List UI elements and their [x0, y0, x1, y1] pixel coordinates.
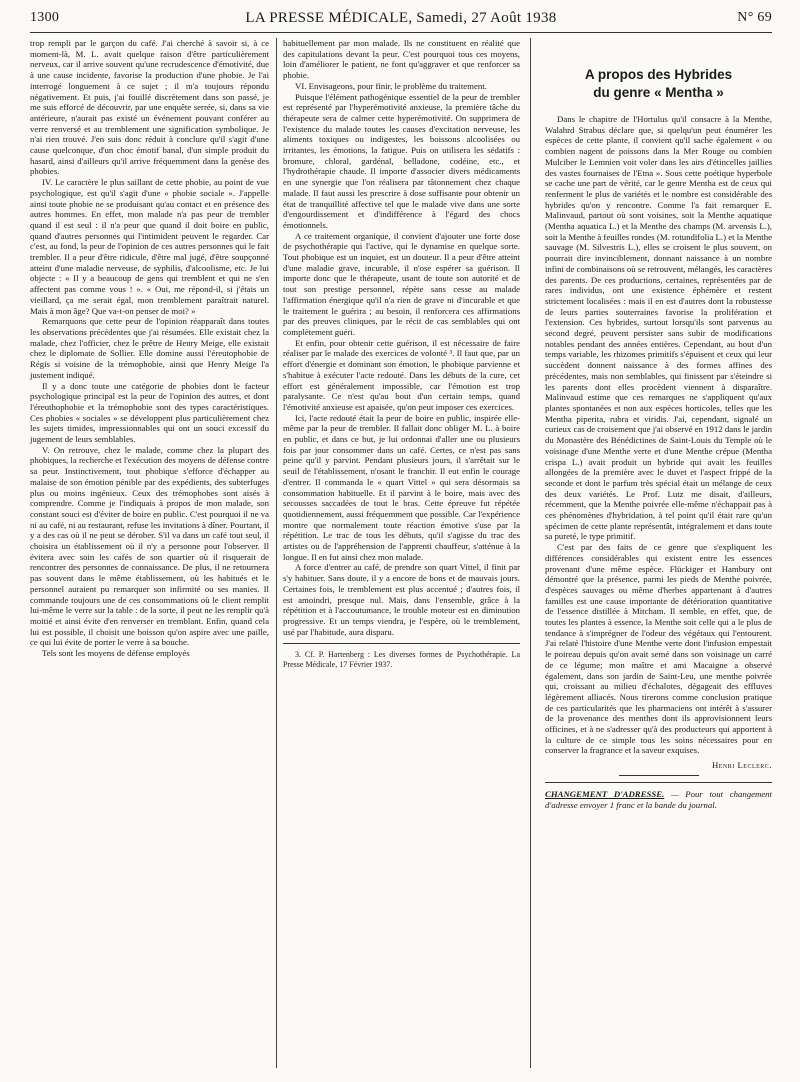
article-title-line-2: du genre « Mentha » — [593, 85, 724, 100]
paragraph: Dans le chapitre de l'Hortulus qu'il consacre à la Menthe, Walahrd Strabus déclare que, si quelqu'un peut énumérer les espèces de cette plante, il convient qu'il sache également « ou combien nagent de poissons dans la Mer Rouge ou combien Mulciber le Lemnien voit voler dans les airs d'étincelles jaillies des vastes fournaises de l'Etna ». Sous cette poétique hyperbole se cache une part de vérité, car le genre Mentha est de ceux qui renferment le plus de variétés et le nombre est considérable des hybrides qu'on y rencontre. Comme l'a fait remarquer E. Malinvaud, partout où sont voisines, soit la Menthe aquatique (Mentha aquatica L.) et la Menthe des champs (M. arvensis L.), soit la Menthe à feuilles rondes (M. rotundifolia L.) et la Menthe sauvage (M. Silvestris L.), elles se croisent le plus souvent, on pourrait dire invinciblement, donnant naissance à un nombre infini de combinaisons où se retrouvent, mélangés, les caractères des parents. De ces productions, certaines, représentées par de rares individus, ont une existence éphémère et restent strictement localisées : mais il en est d'autres dont la robustesse de leurs parties souterraines favorise la prolifération et l'extension. Ces hybrides, surtout lorsqu'ils sont parvenus au second degré, peuvent persister sans subir de modifications notables pendant des années entières. Cependant, au bout d'un temps variable, les rhizomes primitifs s'épuisent et ceux qui leur succèdent donnent naissance à des formes affines des précédentes, mais non semblables, qui finissent par s'éteindre si les parents dont elles procèdent viennent à disparaître. Malinvaud estime que ces remarques ne s'appliquent qu'aux plantes spontanées et non aux espèces horticoles, telles que les Mentha piperita, rubra et viridis. J'ai, cependant, signalé un curieux cas de croisement que j'ai observé en 1912 dans le jardin du Monastère des Bénédictines de Saint-Louis du Temple où le voisinage d'une Menthe verte et d'une Menthe crépue (Mentha crispa L.) avait produit un hybride qui avait les feuilles allongées de la première avec le duvet et l'aspect frippé de la seconde et dont le parfum très spécial était un mélange de ceux des deux variétés. Le Prof. Lutz me disait, d'ailleurs, récemment, que la Menthe poivrée elle-même n'échappait pas à ces phénomènes d'hybridation, à tel point qu'il était rare qu'un spécimen de cette plante représentât, intégralement et dans toute sa pureté, le type primitif. — [545, 114, 772, 542]
paragraph: VI. Envisageons, pour finir, le problème du traitement. — [295, 80, 487, 91]
article-title-line-1: A propos des Hybrides — [584, 67, 733, 82]
paragraph: Puisque l'élément pathogénique essentiel de la peur de trembler est représenté par l'hyperémotivité anxieuse, la première tâche du thérapeute sera de calmer cette hyperémotivité. On supprimera de l'existence du malade toutes les causes d'excitation nerveuse, les aliments toxiques ou indigestes, les boissons alcoolisées ou irritantes, les émotions, la fatigue. Puis on utilisera les sédatifs : bromure, chloral, gardénal, belladone, codéine, etc., et l'hydrothérapie chaude. Il importe d'associer divers médicaments en une synergie que l'on réalisera par tâtonnement chez chaque malade. Il faut aussi les prescrire à dose suffisante pour obtenir un état de tranquillité affective tel que le malade vive dans une sorte d'engourdissement et d'indifférence à l'égard des chocs émotionnels. — [283, 91, 520, 230]
page-number: 1300 — [30, 10, 60, 25]
paragraph: Ici, l'acte redouté était la peur de boire en public, inspirée elle-même par la peur de trembler. Il fallait donc obliger M. L. à boire en public, et dans ce but, je lui ordonnai d'aller une ou plusieurs fois par jour consommer dans un café. Certes, ce n'est pas sans peine qu'il y parvint. Pendant plusieurs jours, il s'arrêtait sur le seuil de l'établissement, n'osant le franchir. Il eut enfin le courage d'entrer. Il commanda le « quart Vittel » qui sera désormais sa consommation habituelle. Et il parvint à le boire, mais avec des secousses saccadées de tout le bras. Cette épreuve fut répétée quotidiennement, aussi fréquemment que possible. Car l'expérience montre que normalement toute réaction émotive s'use par la répétition. Le trac de tous les débuts, qu'il s'agisse du trac des artistes ou de l'appréhension de l'apprenti chauffeur, s'atténue à la longue. Il en fut ainsi chez mon malade. — [283, 412, 520, 562]
column-3 — [545, 38, 772, 810]
paragraph: A ce traitement organique, il convient d'ajouter une forte dose de psychothérapie qui l'active, qui le dynamise en quelque sorte. Tout phobique est un inquiet, est un douteur. Il a peur d'être atteint d'une maladie grave, incurable, il n'ose espérer sa guérison. Il importe donc que le thérapeute, usant de toute son autorité et de tout son prestige personnel, répète sans cesse au malade l'affirmation énergique qu'il n'a rien de grave ni d'incurable et que le traitement le guérira ; au besoin, il renforcera ces affirmations par des preuves cliniques, par le récit de cas semblables qui ont complètement guéri. — [283, 230, 520, 337]
paragraph: C'est par des faits de ce genre que s'expliquent les différences considérables qui existent entre les essences provenant d'une même espèce. Flückiger et Hambury ont démontré que la présence, parmi les pieds de Menthe poivrée, d'espèces sauvages ou même d'herbes appartenant à d'autres familles est une cause importante de détérioration quantitative de l'essence distillée à Mitcham. Il semble, en effet, que, de toutes les plantes à essence, la Menthe soit celle qui a le plus de tendance à s'imprégner de l'odeur des végétaux qui l'entourent. J'ai relaté l'histoire d'une Menthe verte dont l'infusion empestait le poireau depuis qu'on avait semé dans son voisinage un carré de ce légume; mon maître et ami Macaigne a observé également, dans son jardin de Saint-Leu, une menthe poivrée qui, croissant au milieu d'échalotes, dégageait des effluves légèrement alliacés. Nous tirerons comme conclusion pratique de ces particularités que les pharmaciens ont intérêt à s'assurer de la provenance des menthes dont ils approvisionnent leurs officines, et à ne s'adresser qu'à des producteurs qui apportent à la culture de ce simple tous les soins nécessaires pour en conserver la fragrance et la saveur exquises. — [545, 542, 772, 756]
footnote-rule — [283, 643, 520, 644]
column-divider — [276, 38, 277, 1068]
column-divider — [530, 38, 531, 1068]
header-rule — [30, 32, 772, 33]
section-rule — [619, 775, 699, 776]
paragraph: habituellement par mon malade. Ils ne constituent en réalité que des capitulations devant la peur. C'est pourquoi tous ces moyens, loin d'améliorer le patient, ne font qu'aggraver et que renforcer sa phobie. — [283, 38, 520, 81]
article-title — [545, 66, 772, 102]
author-signature: Henri Leclerc. — [711, 760, 772, 771]
paragraph: Tels sont les moyens de défense employés — [42, 648, 190, 659]
paragraph: V. On retrouve, chez le malade, comme chez la plupart des phobiques, la recherche et l'exécution des moyens de défense contre sa peur. Instinctivement, tout phobique s'efforce d'échapper au malaise de son émotion pénible par des expédients, des subterfuges plus ou moins ingénieux. Ceux des trémophobes sont aisés à comprendre. Comme je l'indiquais à propos de mon malade, son constant souci est d'éviter de boire en public. C'est pourquoi il ne va ni au café, ni au restaurant, refuse les invitations à dîner. Pourtant, il y a des cas où il ne peut se dérober. S'il va dans un café tout seul, il choisira un établissement où il n'y a personne pour l'observer. Il évitera avec soin les cafés de son quartier où il risquerait de rencontrer des personnes de connaissance. De plus, il ne retournera pas souvent dans le même établissement, où les habitués et le personnel auraient pu remarquer son infirmité ou ses manies. Il commande toujours une de ces consommations où le client remplit lui-même le verre sur la table : de la sorte, il peut ne les remplir qu'à moitié et ainsi évite d'en renverser en tremblant. Enfin, quand cela lui est possible, il choisit une boisson qu'on aspire avec une paille, ce qui lui évite de porter le verre à sa bouche. — [30, 444, 269, 648]
paragraph: Remarquons que cette peur de l'opinion réapparaît dans toutes les observations précédentes que j'ai résumées. Elle existait chez la malade, chez l'officier, chez le prêtre de Henry Meige, elle existait chez le diplomate de Sollier. Elle domine aussi l'éreutophobie de Régis si voisine de la trémophobie, ainsi que Henry Meige l'a justement indiqué. — [30, 316, 269, 380]
paragraph: A force d'entrer au café, de prendre son quart Vittel, il finit par s'y habituer. Sans doute, il y a encore de bons et de mauvais jours. Certaines fois, le tremblement est plus accentué ; d'autres fois, il est amoindri, presque nul. Mais, dans l'ensemble, grâce à la répétition et à l'accoutumance, le trouble moteur est en diminution progressive. Et un temps viendra, je l'espère, où le tremblement, usé par l'habitude, aura disparu. — [283, 562, 520, 637]
notice-label: CHANGEMENT D'ADRESSE. — [545, 788, 665, 799]
column-2 — [283, 38, 520, 670]
paragraph: IV. Le caractère le plus saillant de cette phobie, au point de vue psychologique, est qu'il s'agit d'une « phobie sociale ». J'appelle ainsi toute phobie ne se produisant qu'au contact et en présence des autres hommes. En effet, mon malade n'a pas peur de trembler quand il est seul : il n'a peur que quand il doit boire en public, quand d'autres personnes qui l'intimident peuvent le regarder. Car c'est, au fond, la peur de l'opinion de ces autres personnes qui le fait trembler. Il a peur d'être ridicule, d'être mal jugé, d'être soupçonné atteint d'une maladie nerveuse, de syphilis, d'alcoolisme, etc. Je lui objecte : « Il y a beaucoup de gens qui tremblent et qui ne s'en affectent pas comme vous ! ». « Oui, me répond-il, si j'étais un vieillard, ça me serait égal, mon tremblement paraîtrait naturel. Mais à mon âge? Que va-t-on penser de moi? » — [30, 177, 269, 316]
paragraph: Il y a donc toute une catégorie de phobies dont le facteur psychologique principal est la peur de l'opinion des autres, et dont l'éreuthophobie et la trémophobie sont des types caractéristiques. Ces phobies « sociales » se développent plus particulièrement chez les sujets timides, impressionnables qui ont un souci excessif du jugement de leurs semblables. — [30, 380, 269, 445]
journal-title: LA PRESSE MÉDICALE, Samedi, 27 Août 1938 — [245, 10, 557, 26]
issue-number: N° 69 — [737, 10, 772, 25]
footnote: 3. Cf. P. Hartenberg : Les diverses formes de Psychothérapie. La Presse Médicale, 17 Février 1937. — [283, 650, 520, 670]
address-change-notice — [545, 789, 772, 810]
page-header — [30, 10, 772, 32]
notice-rule — [545, 782, 772, 783]
column-1 — [30, 38, 269, 659]
paragraph: trop rempli par le garçon du café. J'ai cherché à savoir si, à ce moment-là, M. L. avait quelque raison d'être particulièrement nerveux, car il arrive souvent qu'une recrudescence d'émotivité, due à une cause incidente, favorise la production d'une phobie. Je l'ai interrogé longuement à ce sujet ; il m'a toujours répondu négativement. Et puis, j'ai fouillé discrètement dans son passé, je me suis efforcé de découvrir, par une enquête serrée, si, dans sa vie antérieure, n'aurait pas existé un événement pouvant conférer au verre renversé et au tremblement une signification symbolique. Je n'ai rien trouvé. J'en suis donc réduit à conclure qu'il s'agit d'une cause quelconque, d'un choc émotif banal, d'un simple produit du hasard, ainsi d'ailleurs qu'il arrive fréquemment dans la genèse des phobies. — [30, 38, 269, 177]
paragraph: Et enfin, pour obtenir cette guérison, il est nécessaire de faire réaliser par le malade des exercices de volonté ³. Il faut que, par un effort d'énergie et dominant son émotion, le phobique parvienne et s'habitue à exécuter l'acte redouté. Dans les débuts de la cure, cet effort est généralement impossible, car l'émotion est trop paralysante. Ce n'est qu'au bout d'un certain temps, quand l'émotivité anxieuse est apaisée, qu'on peut imposer ces exercices. — [283, 337, 520, 412]
notice-text: — Pour tout changement d'adresse envoyer 1 franc et la bande du journal. — [545, 788, 772, 810]
